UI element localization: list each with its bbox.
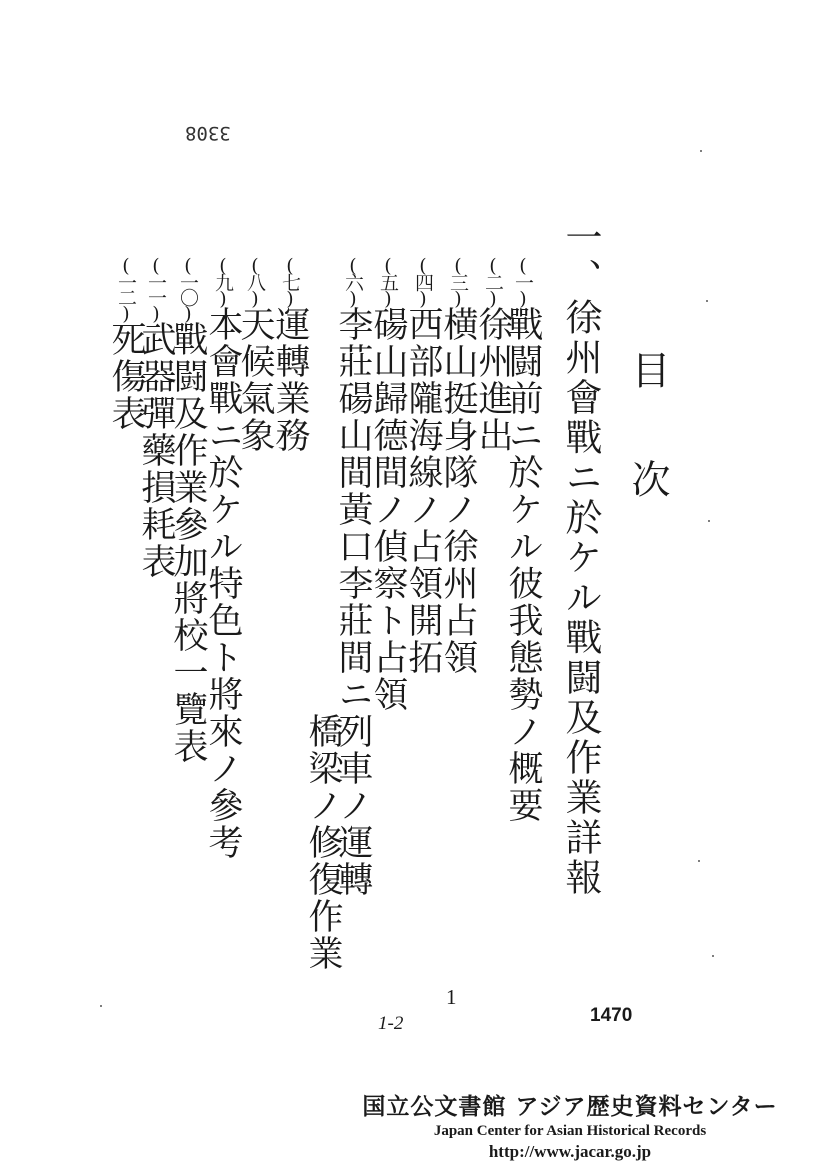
toc-entry-number: (八): [244, 255, 266, 306]
toc-heading: 目次: [625, 350, 670, 568]
toc-entry-number: (四): [412, 255, 434, 306]
sub-number: 1-2: [378, 1013, 404, 1034]
page-number: 1: [446, 985, 457, 1009]
footer-english-name: Japan Center for Asian Historical Records: [433, 1123, 707, 1139]
toc-entry-number: (六): [342, 255, 364, 306]
toc-entry-continuation: [303, 255, 343, 972]
scan-speck: [712, 955, 714, 957]
toc-entry-text: 天候氣象: [235, 306, 275, 454]
toc-entry-number: (二): [482, 255, 504, 306]
toc-entry-text: 李莊碭山間黃口李莊間ニ列車ノ運轉: [333, 306, 373, 898]
toc-entry-text: 本會戰ニ於ケル特色ト將來ノ參考: [203, 306, 243, 861]
toc-entry-text: 横山挺身隊ノ徐州占領: [438, 306, 478, 676]
toc-entry: [473, 255, 513, 454]
toc-entry-text: 碭山歸德間ノ偵察ト占領: [368, 306, 408, 713]
toc-entry-text: 死傷表: [106, 321, 146, 432]
scan-speck: [706, 300, 708, 302]
footer-url: http://www.jacar.go.jp: [488, 1142, 652, 1161]
stamp-number: 3308: [185, 122, 231, 144]
toc-entry-text: 戰闘及作業參加將校一覽表: [168, 321, 208, 765]
scan-speck: [698, 860, 700, 862]
toc-entry: [403, 255, 443, 676]
toc-entry-text: 橋梁ノ修復作業: [303, 713, 343, 972]
scan-speck: [700, 150, 702, 152]
toc-entry-text: 徐州進出: [473, 306, 513, 454]
toc-entry: [106, 255, 146, 432]
toc-entry-number: (一一): [145, 255, 167, 321]
footer-japanese-name: 国立公文書館 アジア歴史資料センター: [362, 1094, 778, 1120]
toc-entry-number: (一): [512, 255, 534, 306]
toc-entry-number: (三): [447, 255, 469, 306]
toc-entry-number: (七): [279, 255, 301, 306]
main-title: 一、徐州會戰ニ於ケル戰闘及作業詳報: [559, 218, 602, 898]
toc-entry-number: (一二): [115, 255, 137, 321]
toc-entry: [438, 255, 478, 676]
toc-entry-number: (九): [212, 255, 234, 306]
toc-entry: [368, 255, 408, 713]
toc-entry: [203, 255, 243, 861]
toc-entry-number: (五): [377, 255, 399, 306]
archive-footer: [320, 1088, 820, 1162]
document-number: 1470: [590, 1005, 633, 1026]
toc-entry-number: (一〇): [177, 255, 199, 321]
scan-speck: [708, 520, 710, 522]
toc-entry-text: 西部隴海線ノ占領開拓: [403, 306, 443, 676]
toc-entry-text: 運轉業務: [270, 306, 310, 454]
scan-speck: [100, 1005, 102, 1007]
toc-entry-text: 武器彈藥損耗表: [136, 321, 176, 580]
toc-entry: [270, 255, 310, 454]
toc-entry-text: 戰闘前ニ於ケル彼我態勢ノ概要: [503, 306, 543, 824]
